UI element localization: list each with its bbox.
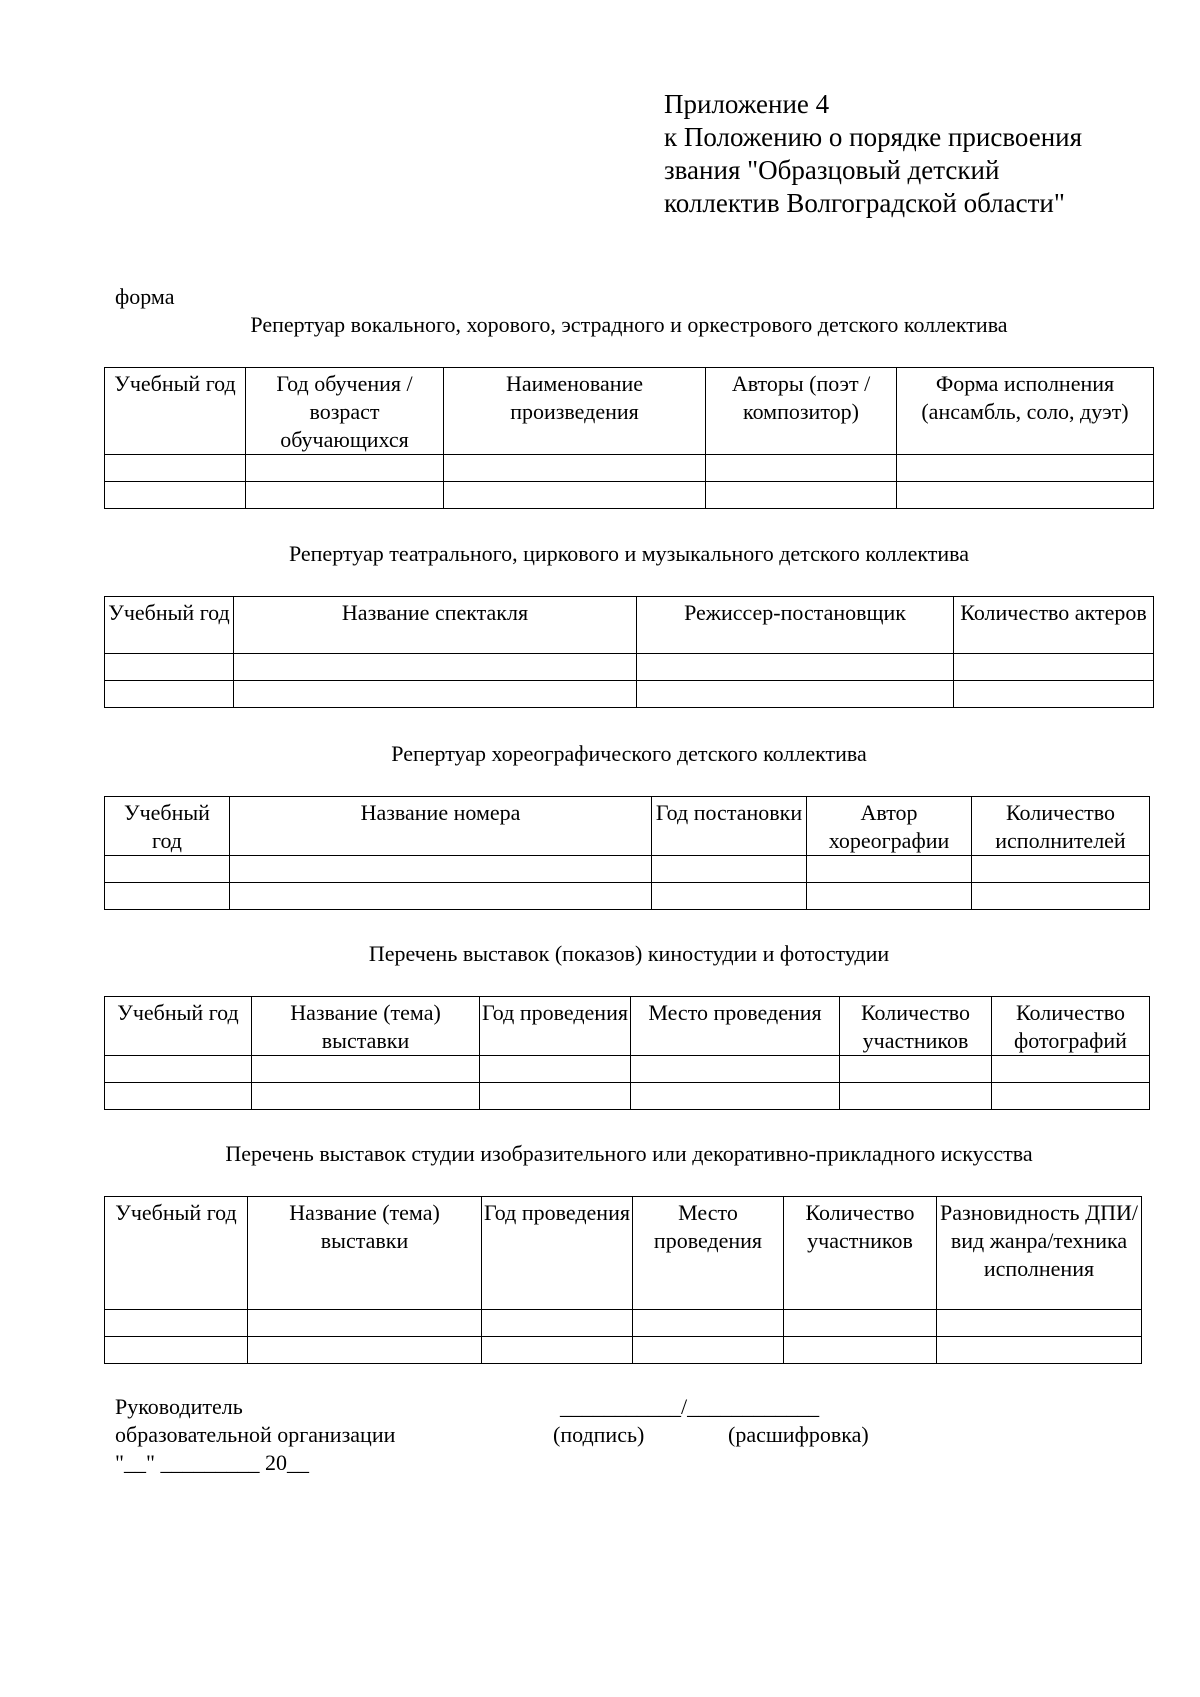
header-cell: Учебный год: [105, 597, 234, 654]
header-cell: Название (тема) выставки: [252, 997, 480, 1056]
table-title-theatre: Репертуар театрального, циркового и музыкального детского коллектива: [288, 541, 970, 566]
table-cell: [246, 455, 444, 482]
table-cell: [972, 883, 1150, 910]
table-header-row: [105, 368, 1154, 455]
signature-caption: (подпись): [553, 1422, 645, 1447]
header-cell: Форма исполнения (ансамбль, соло, дуэт): [897, 368, 1154, 455]
form-label: форма: [115, 284, 175, 309]
table-cell: [105, 883, 230, 910]
table-cell: [992, 1056, 1150, 1083]
table-cell: [252, 1083, 480, 1110]
table-row: [105, 1083, 1150, 1110]
table-fine-arts-exhibitions: [104, 1196, 1142, 1364]
table-cell: [252, 1056, 480, 1083]
header-cell: Название (тема) выставки: [248, 1197, 482, 1310]
table-theatre-repertoire: [104, 596, 1154, 708]
appendix-header: [664, 88, 1082, 220]
table-header-row: [105, 797, 1150, 856]
table-cell: [897, 455, 1154, 482]
table-cell: [105, 455, 246, 482]
header-cell: Название номера: [230, 797, 652, 856]
table-cell: [937, 1310, 1142, 1337]
header-cell: Количество фотографий: [992, 997, 1150, 1056]
header-cell: Учебный год: [105, 797, 230, 856]
table-row: [105, 654, 1154, 681]
appendix-line: коллектив Волгоградской области": [664, 188, 1065, 218]
table-cell: [105, 1056, 252, 1083]
table-cell: [248, 1310, 482, 1337]
table-cell: [633, 1337, 784, 1364]
date-line: "__" _________ 20__: [115, 1450, 309, 1475]
table-cell: [480, 1056, 631, 1083]
header-cell: Год обучения / возраст обучающихся: [246, 368, 444, 455]
header-cell: Учебный год: [105, 1197, 248, 1310]
header-cell: Количество актеров: [954, 597, 1154, 654]
header-cell: Количество участников: [784, 1197, 937, 1310]
signatory-role-line: Руководитель: [115, 1394, 243, 1419]
table-cell: [234, 654, 637, 681]
header-cell: Авторы (поэт / композитор): [706, 368, 897, 455]
header-cell: Учебный год: [105, 368, 246, 455]
table-cell: [840, 1056, 992, 1083]
header-cell: Количество участников: [840, 997, 992, 1056]
table-cell: [652, 856, 807, 883]
table-cell: [706, 482, 897, 509]
header-cell: Количество исполнителей: [972, 797, 1150, 856]
table-cell: [972, 856, 1150, 883]
header-cell: Название спектакля: [234, 597, 637, 654]
table-cell: [992, 1083, 1150, 1110]
header-cell: Наименование произведения: [444, 368, 706, 455]
table-title-film-photo: Перечень выставок (показов) киностудии и фотостудии: [368, 941, 890, 966]
table-title-fine-arts: Перечень выставок студии изобразительного или декоративно-прикладного искусства: [225, 1141, 1033, 1166]
table-row: [105, 1056, 1150, 1083]
header-cell: Место проведения: [631, 997, 840, 1056]
signatory-block: [115, 1393, 395, 1477]
table-cell: [706, 455, 897, 482]
table-cell: [105, 1083, 252, 1110]
signatory-role-line: образовательной организации: [115, 1422, 396, 1447]
table-cell: [637, 654, 954, 681]
table-cell: [105, 681, 234, 708]
signature-blanks: ___________/____________: [560, 1394, 820, 1419]
table-film-photo-exhibitions: [104, 996, 1150, 1110]
table-cell: [230, 856, 652, 883]
table-cell: [105, 856, 230, 883]
table-vocal-repertoire: [104, 367, 1154, 509]
table-cell: [897, 482, 1154, 509]
table-cell: [631, 1083, 840, 1110]
table-cell: [482, 1310, 633, 1337]
table-cell: [234, 681, 637, 708]
table-cell: [637, 681, 954, 708]
table-cell: [105, 482, 246, 509]
appendix-line: к Положению о порядке присвоения: [664, 122, 1083, 152]
table-row: [105, 681, 1154, 708]
table-row: [105, 883, 1150, 910]
table-row: [105, 1310, 1142, 1337]
table-header-row: [105, 1197, 1142, 1310]
table-cell: [807, 883, 972, 910]
table-cell: [954, 654, 1154, 681]
table-row: [105, 455, 1154, 482]
table-title-vocal: Репертуар вокального, хорового, эстрадного и оркестрового детского коллектива: [250, 312, 1008, 337]
table-cell: [230, 883, 652, 910]
table-title-choreography: Репертуар хореографического детского коллектива: [391, 741, 867, 766]
table-cell: [480, 1083, 631, 1110]
table-cell: [631, 1056, 840, 1083]
header-cell: Год проведения: [480, 997, 631, 1056]
table-cell: [784, 1337, 937, 1364]
table-cell: [105, 1337, 248, 1364]
table-cell: [954, 681, 1154, 708]
header-cell: Учебный год: [105, 997, 252, 1056]
decode-caption: (расшифровка): [728, 1422, 869, 1447]
table-header-row: [105, 597, 1154, 654]
table-choreography-repertoire: [104, 796, 1150, 910]
table-cell: [105, 1310, 248, 1337]
table-cell: [482, 1337, 633, 1364]
table-cell: [105, 654, 234, 681]
table-cell: [840, 1083, 992, 1110]
header-cell: Место проведения: [633, 1197, 784, 1310]
table-header-row: [105, 997, 1150, 1056]
table-cell: [444, 455, 706, 482]
header-cell: Разновидность ДПИ/вид жанра/техника исполнения: [937, 1197, 1142, 1310]
header-cell: Автор хореографии: [807, 797, 972, 856]
table-cell: [246, 482, 444, 509]
appendix-line: звания "Образцовый детский: [664, 155, 1000, 185]
table-cell: [937, 1337, 1142, 1364]
table-cell: [248, 1337, 482, 1364]
header-cell: Режиссер-постановщик: [637, 597, 954, 654]
table-cell: [633, 1310, 784, 1337]
header-cell: Год постановки: [652, 797, 807, 856]
table-cell: [807, 856, 972, 883]
header-cell: Год проведения: [482, 1197, 633, 1310]
table-cell: [784, 1310, 937, 1337]
table-row: [105, 856, 1150, 883]
table-cell: [444, 482, 706, 509]
table-row: [105, 1337, 1142, 1364]
appendix-line: Приложение 4: [664, 89, 830, 119]
table-cell: [652, 883, 807, 910]
table-row: [105, 482, 1154, 509]
